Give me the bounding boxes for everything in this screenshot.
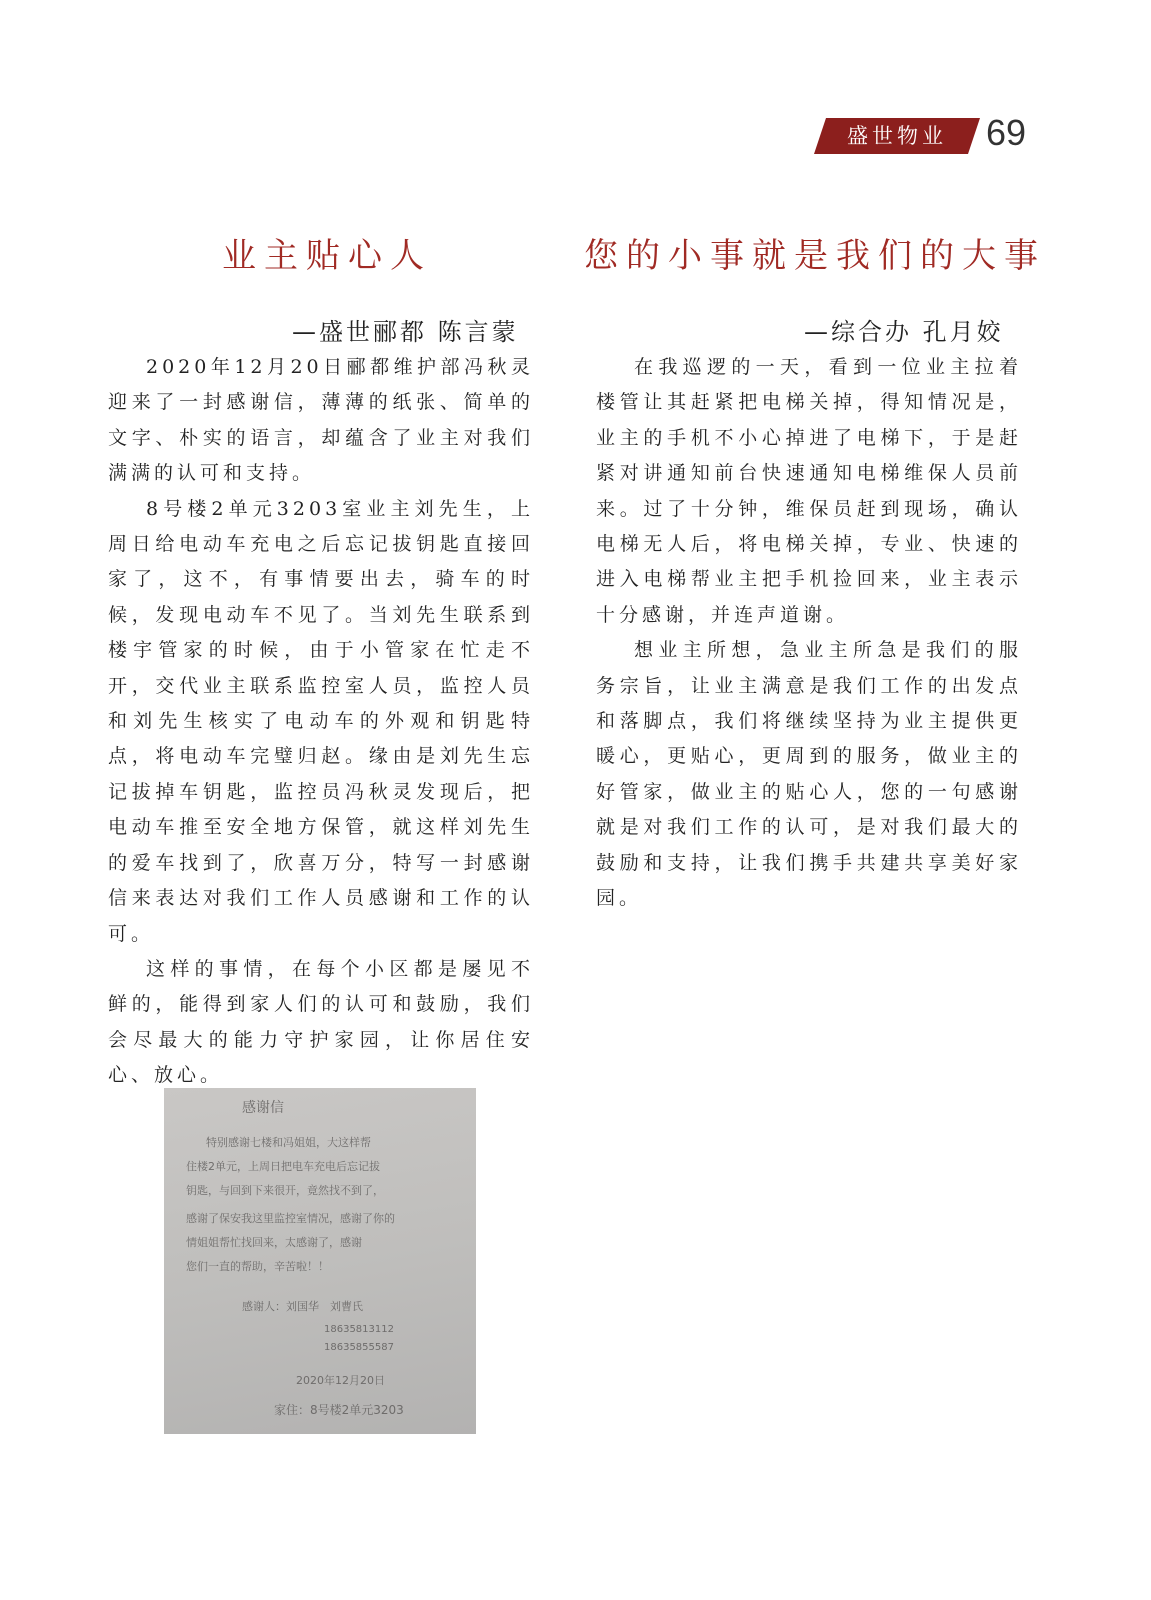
left-article-byline: —盛世郦都 陈言蒙 xyxy=(292,318,519,346)
paragraph: 8号楼2单元3203室业主刘先生，上周日给电动车充电之后忘记拔钥匙直接回家了，这不，有事情要出去，骑车的时候，发现电动车不见了。当刘先生联系到楼宇管家的时候，由于小管家在忙走不开，交代业主联系监控室人员，监控人员和刘先生核实了电动车的外观和钥匙特点，将电动车完璧归赵。缘由是刘先生忘记拔掉车钥匙，监控员冯秋灵发现后，把电动车推至安全地方保管，就这样刘先生的爱车找到了，欣喜万分，特写一封感谢信来表达对我们工作人员感谢和工作的认可。 xyxy=(108,497,534,945)
letter-line: 家住：8号楼2单元3203 xyxy=(274,1403,404,1417)
letter-handwriting xyxy=(164,1088,476,1434)
left-article-title: 业主贴心人 xyxy=(222,236,432,276)
letter-line: 感谢了保安我这里监控室情况，感谢了你的 xyxy=(186,1212,395,1225)
letter-heading: 感谢信 xyxy=(242,1100,284,1116)
paragraph: 在我巡逻的一天，看到一位业主拉着楼管让其赶紧把电梯关掉，得知情况是，业主的手机不小心掉进了电梯下，于是赶紧对讲通知前台快速通知电梯维保人员前来。过了十分钟，维保员赶到现场，确认电梯无人后，将电梯关掉，专业、快速的进入电梯帮业主把手机捡回来，业主表示十分感谢，并连声道谢。 xyxy=(596,356,1022,626)
letter-line: 感谢人：刘国华 刘曹氏 xyxy=(242,1300,363,1313)
letter-line: 情姐姐帮忙找回来，太感谢了，感谢 xyxy=(186,1236,362,1249)
letter-line: 2020年12月20日 xyxy=(296,1374,385,1387)
letter-line: 钥匙，与回到下来很开，竟然找不到了， xyxy=(186,1184,384,1197)
paragraph: 想业主所想，急业主所急是我们的服务宗旨，让业主满意是我们工作的出发点和落脚点，我们将继续坚持为业主提供更暖心，更贴心，更周到的服务，做业主的好管家，做业主的贴心人，您的一句感谢就是对我们工作的认可，是对我们最大的鼓励和支持，让我们携手共建共享美好家园。 xyxy=(596,639,1022,910)
header-brand: 盛世物业 xyxy=(847,124,947,148)
left-article-body xyxy=(108,350,534,1094)
page-number: 69 xyxy=(986,112,1027,153)
letter-line: 18635855587 xyxy=(324,1342,394,1353)
thank-you-letter-photo xyxy=(164,1088,476,1434)
right-article-body xyxy=(596,350,1022,917)
paragraph: 2020年12月20日郦都维护部冯秋灵迎来了一封感谢信，薄薄的纸张、简单的文字、朴实的语言，却蕴含了业主对我们满满的认可和支持。 xyxy=(108,356,534,485)
letter-line: 住楼2单元，上周日把电车充电后忘记拔 xyxy=(186,1160,380,1173)
paragraph: 这样的事情，在每个小区都是屡见不鲜的，能得到家人们的认可和鼓励，我们会尽最大的能力守护家园，让你居住安心、放心。 xyxy=(108,957,534,1087)
right-article-byline: —综合办 孔月姣 xyxy=(804,318,1004,346)
right-article-title: 您的小事就是我们的大事 xyxy=(584,236,1046,276)
letter-line: 您们一直的帮助，辛苦啦！！ xyxy=(186,1260,329,1273)
letter-line: 特别感谢七楼和冯姐姐，大这样帮 xyxy=(206,1136,371,1149)
letter-line: 18635813112 xyxy=(324,1324,394,1335)
